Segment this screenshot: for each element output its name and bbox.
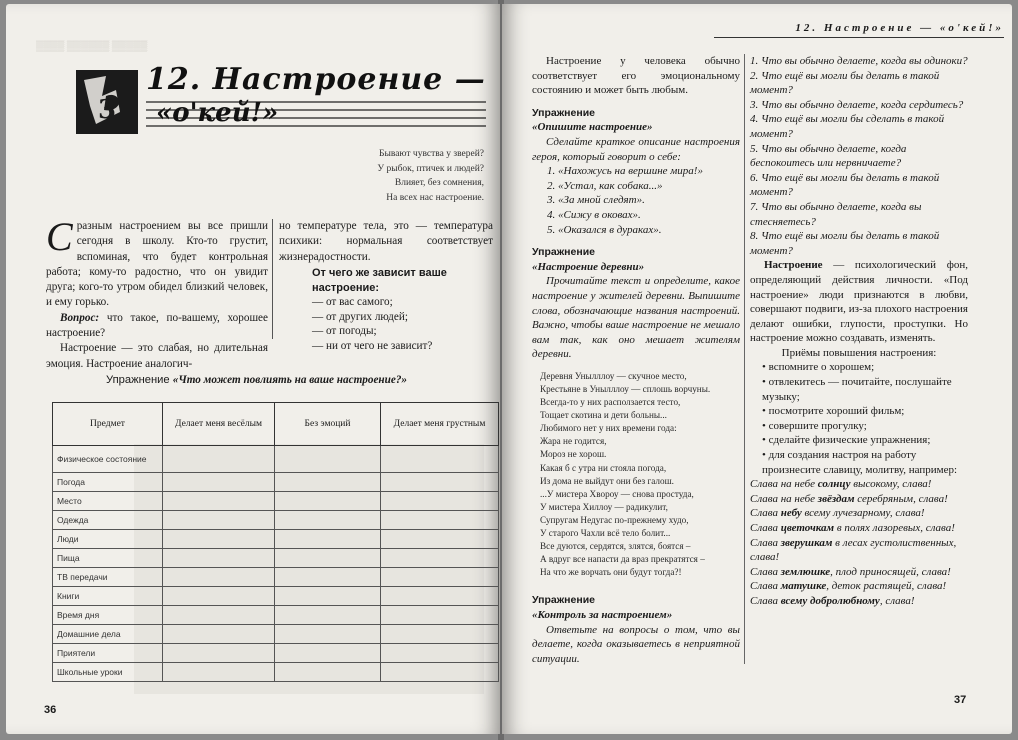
poem-line: У мистера Хиллоу — радикулит, [540,501,668,512]
poem-line: Крестьяне в Унылллоу — сплошь ворчуны. [540,383,711,394]
definition-term: Настроение [764,259,823,272]
table-cell[interactable] [381,549,499,568]
slavitsa-pre: Слава [750,565,781,578]
list-item: 1. «Нахожусь на вершине мира!» [558,164,740,179]
table-cell[interactable] [163,549,275,568]
slavitsa-pre: Слава [750,507,781,520]
poem-line: Мороз не хорош. [540,449,607,460]
bleed-through-text: ▒▒▒▒ ▒▒▒▒▒▒ ▒▒▒▒▒ [36,41,148,52]
exercise-label: Упражнение [106,374,173,386]
page-36 [6,4,500,734]
list-item: 4. «Сижу в оковах». [558,208,740,223]
methods-list [750,360,968,477]
slavitsa-post: , плод приносящей, слава! [830,565,951,578]
methods-heading: Приёмы повышения настроения: [781,346,937,359]
table-cell[interactable] [163,587,275,606]
poem-line: Супругам Недугас по-прежнему худо, [540,514,689,525]
list-item: • для создания настроя на работу произнесите славицу, молитву, например: [762,448,968,477]
list-item: 5. «Оказался в дураках». [558,223,740,238]
table-cell[interactable] [275,473,381,492]
poem-line: Все дуются, сердятся, злятся, боятся – [540,541,691,552]
table-row [53,446,499,473]
table-row [53,644,499,663]
exercise-name: «Контроль за настроением» [532,608,673,621]
row-label: Домашние дела [53,625,163,644]
table-cell[interactable] [381,568,499,587]
slavitsa-bold: небу [780,507,802,520]
slavitsa-line [750,594,968,609]
table-cell[interactable] [275,492,381,511]
depends-item: — ни от чего не зависит? [312,339,433,352]
slavitsa-pre: Слава на небе [750,492,818,505]
table-cell[interactable] [275,446,381,473]
slavitsa-pre: Слава [750,536,781,549]
depends-item: — от погоды; [312,325,377,337]
poem-line: Какая б с утра ни стояла погода, [540,462,667,473]
right-column-2 [750,54,968,609]
poem-line: Жара не годится, [540,436,607,447]
list-item: • сделайте физические упражнения; [762,433,968,448]
exercise-list [532,164,740,237]
column-divider [744,54,745,664]
table-cell[interactable] [275,606,381,625]
table-row [53,625,499,644]
right-column-1 [532,54,740,666]
poem-line: Тощает скотина и дети больны... [540,410,667,421]
slavitsa-pre: Слава [750,580,781,593]
table-cell[interactable] [163,492,275,511]
intro-paragraph: разным настроением вы все пришли сегодня в школу. Кто-то грустит, вспоминая, что будет контрольная работа; кому-то радостно, что он увидит друга; кого-то утром обидел близкий человек, и ему горько. [46,220,268,309]
epigraph-verse [264,147,484,205]
page-number: 37 [954,694,967,706]
table-row [53,663,499,682]
slavitsa-bold: цветочкам [780,522,835,534]
slavitsa-line [750,492,968,507]
table-header-cell: Без эмоций [275,403,381,446]
exercise-name: «Опишите настроение» [532,121,653,134]
table-cell[interactable] [275,568,381,587]
exercise-text: Прочитайте текст и определите, какое настроение у жителей деревни. Выпишите слова, обозначающие названия настроений. Важно, чтобы ваше настроение не мешало вам так, как оно мешает жителям деревни. [532,275,740,361]
village-poem [540,370,740,580]
page-37 [502,4,1012,734]
chapter-emblem-icon [76,66,138,136]
slavitsa-post: высокому, слава! [850,478,932,491]
table-cell[interactable] [163,511,275,530]
chapter-title-line2: «о'кей!» [156,98,279,128]
definition-paragraph: Настроение — это слабая, но длительная эмоция. Настроение аналогич- [46,342,268,370]
table-cell[interactable] [163,568,275,587]
question-text: что такое, по-вашему, хорошее настроение? [46,311,268,340]
table-cell[interactable] [381,606,499,625]
slavitsa-line [750,565,968,580]
table-row [53,549,499,568]
poem-line: На что же ворчать они будут тогда?! [540,567,682,578]
row-label: Пища [53,549,163,568]
slavitsa-post: в полях лазоревых, слава! [834,522,955,534]
intro-paragraph: Настроение у человека обычно соответствует его эмоциональному состоянию и может быть любым. [532,55,740,97]
exercise-text: Ответьте на вопросы о том, что вы делаете, когда оказываетесь в неприятной ситуации. [532,623,740,665]
poem-line: ...У мистера Хвороу — снова простуда, [540,488,694,499]
table-cell[interactable] [275,511,381,530]
table-cell[interactable] [381,644,499,663]
continuation-text: но температуре тела, это — температура психики: нормальная соответствует жизнерадостности. [279,220,493,263]
slavitsa-line [750,477,968,492]
chapter-title-line1: 12. Настроение — [146,62,486,97]
question-item: 1. Что вы обычно делаете, когда вы одиноки? [750,55,968,67]
slavitsa-prayer [750,477,968,608]
slavitsa-line [750,536,968,565]
slavitsa-pre: Слава [750,594,781,607]
table-cell[interactable] [163,473,275,492]
table-row [53,492,499,511]
slavitsa-post: серебряным, слава! [854,492,948,505]
exercise-label: Упражнение [532,106,595,119]
depends-heading: От чего же зависит ваше настроение: [312,267,447,294]
table-cell[interactable] [381,446,499,473]
table-row [53,568,499,587]
row-label: Время дня [53,606,163,625]
table-cell[interactable] [275,644,381,663]
table-cell[interactable] [381,492,499,511]
table-row [53,511,499,530]
column-divider [272,219,273,339]
table-cell[interactable] [163,625,275,644]
slavitsa-post: , деток растящей, слава! [826,580,947,593]
depends-item: — от вас самого; [312,296,393,308]
list-item: • посмотрите хороший фильм; [762,404,968,419]
table-row [53,606,499,625]
list-item: 2. «Устал, как собака...» [558,179,740,194]
list-item: 3. «За мной следят». [558,193,740,208]
running-head: 12. Настроение — «о'кей!» [714,22,1004,38]
table-cell[interactable] [381,663,499,682]
list-item: • отвлекитесь — почитайте, послушайте музыку; [762,375,968,404]
table-cell[interactable] [381,530,499,549]
depends-block [312,266,492,353]
table-row [53,530,499,549]
row-label: Школьные уроки [53,663,163,682]
row-label: Место [53,492,163,511]
poem-line: Из дома не выйдут они без галош. [540,475,674,486]
row-label: Книги [53,587,163,606]
question-item: 7. Что вы обычно делаете, когда вы стесняетесь? [750,200,922,228]
verse-line: На всех нас настроение. [386,192,484,203]
question-item: 2. Что ещё вы могли бы делать в такой момент? [750,69,940,97]
exercise-name: «Настроение деревни» [532,260,645,273]
table-cell[interactable] [275,587,381,606]
slavitsa-pre: Слава [750,522,781,534]
page-number: 36 [44,704,57,716]
slavitsa-post: , слава! [879,594,915,607]
question-item: 5. Что вы обычно делаете, когда беспокоитесь или нервничаете? [750,142,907,170]
verse-line: Бывают чувства у зверей? [379,149,484,159]
table-cell[interactable] [381,511,499,530]
table-cell[interactable] [163,663,275,682]
exercise-label: Упражнение [532,594,595,607]
row-label: Одежда [53,511,163,530]
poem-line: Деревня Унылллоу — скучное место, [540,370,687,381]
definition-text: — психологический фон, определяющий действия личности. «Под настроение» люди признаются в любви, совершают подвиги, из-за плохого настроения делают ошибки, глупости, проступки. Но настроение можно создавать, изменять. [750,259,968,345]
question-item: 4. Что ещё вы могли бы сделать в такой момент? [750,113,945,140]
table-row [53,587,499,606]
slavitsa-line [750,579,968,594]
table-cell[interactable] [163,606,275,625]
exercise-text: Сделайте краткое описание настроения героя, который говорит о себе: [532,135,740,163]
exercise-label: Упражнение [532,246,595,259]
slavitsa-bold: матушке [780,580,827,593]
table-header-row [53,403,499,446]
drop-cap: С [46,214,73,259]
table-header-cell: Делает меня весёлым [163,403,275,446]
question-item: 3. Что вы обычно делаете, когда сердитесь? [750,98,964,111]
question-item: 6. Что ещё вы могли бы делать в такой момент? [750,171,940,199]
slavitsa-line [750,521,968,536]
depends-item: — от других людей; [312,310,408,323]
table-cell[interactable] [381,625,499,644]
question-item: 8. Что ещё вы могли бы делать в такой момент? [750,230,940,257]
table-cell[interactable] [275,625,381,644]
exercise-name: «Что может повлиять на ваше настроение?» [172,374,408,386]
table-row [53,473,499,492]
slavitsa-bold: всему добролюбному [780,594,880,607]
table-cell[interactable] [381,587,499,606]
row-label: Люди [53,530,163,549]
slavitsa-bold: солнцу [817,478,851,491]
row-label: ТВ передачи [53,568,163,587]
slavitsa-bold: звёздам [817,492,855,505]
poem-line: Любимого нет у них времени года: [540,423,677,434]
table-cell[interactable] [381,473,499,492]
intro-column [46,214,268,372]
table-header-cell: Предмет [53,403,163,446]
row-label: Погода [53,473,163,492]
definition-paragraph [750,258,968,346]
slavitsa-post: всему лучезарному, слава! [801,507,925,520]
table-cell[interactable] [275,530,381,549]
verse-line: У рыбок, птичек и людей? [377,163,484,174]
table-cell[interactable] [163,530,275,549]
row-label: Приятели [53,644,163,663]
table-cell[interactable] [275,549,381,568]
table-cell[interactable] [275,663,381,682]
question-label: Вопрос: [60,311,100,324]
slavitsa-bold: землюшке [780,565,831,578]
slavitsa-post: в лесах густолиственных, слава! [750,536,957,564]
slavitsa-line [750,506,968,521]
table-cell[interactable] [163,446,275,473]
list-item: • вспомните о хорошем; [762,360,968,375]
verse-line: Влияет, без сомнения, [394,178,484,188]
list-item: • совершите прогулку; [762,419,968,434]
exercise-table-title [106,374,407,386]
poem-line: А вдруг все напасти да враз прекратятся – [540,554,705,565]
slavitsa-bold: зверушкам [780,536,833,549]
svg-text:3: 3 [98,95,117,125]
poem-line: У старого Чахли всё тело болит... [540,528,671,538]
row-label: Физическое состояние [53,446,163,473]
mood-factors-table [52,402,499,682]
poem-line: Всегда-то у них расползается тесто, [540,397,681,408]
table-cell[interactable] [163,644,275,663]
slavitsa-pre: Слава на небе [750,478,818,491]
table-header-cell: Делает меня грустным [381,403,499,446]
